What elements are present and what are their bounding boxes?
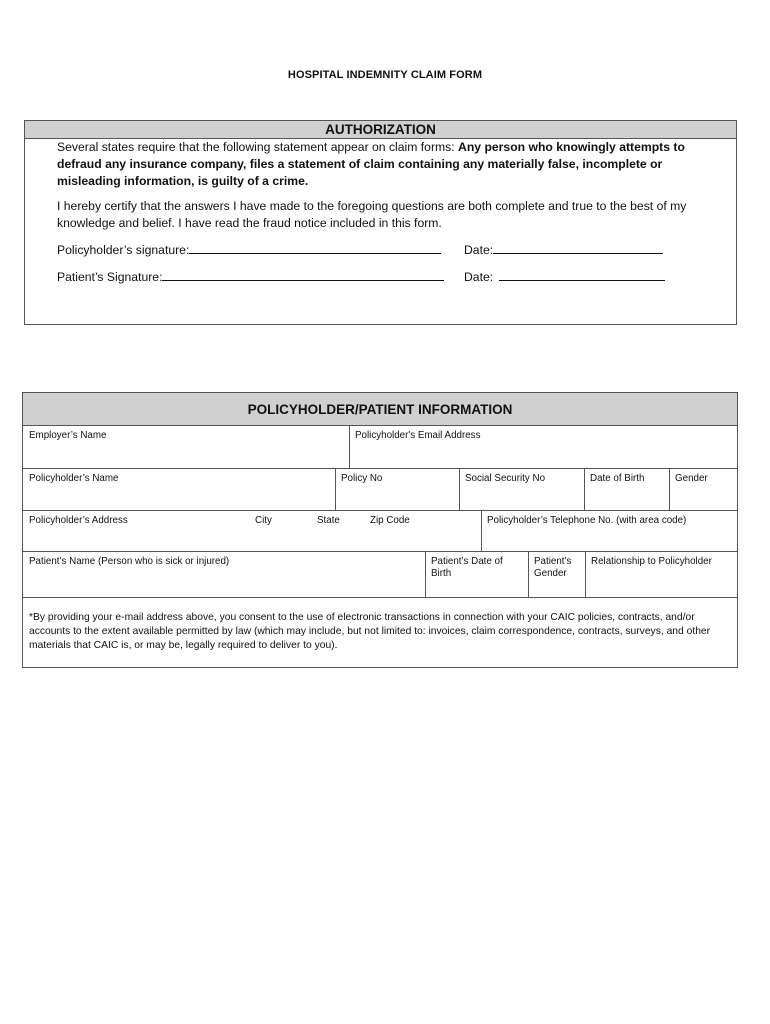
info-row-4 [23,552,737,598]
gender-label: Gender [675,473,708,484]
policy-number-field[interactable] [335,469,459,510]
patient-signature-row [57,268,444,284]
email-label: Policyholder's Email Address [355,430,481,441]
info-row-3 [23,511,737,552]
info-row-2 [23,469,737,511]
city-label: City [255,515,272,526]
email-consent-notice: *By providing your e-mail address above, you consent to the use of electronic transactions in connection with your CAIC policies, contracts, and/or accounts to the extent available permitted by law (which may include, but not limited to: invoices, claim correspondence, contracts, surveys, and other materials that CAIC is, or may be, legally required to deliver to you). [29,612,711,651]
gender-field[interactable] [669,469,737,510]
patient-name-label: Patient’s Name (Person who is sick or injured) [29,556,230,567]
telephone-label: Policyholder’s Telephone No. (with area code) [487,515,687,526]
authorization-section [24,120,737,325]
policyholder-name-field[interactable] [23,469,335,510]
policyholder-date-row [464,241,663,257]
address-field[interactable] [23,511,481,551]
patient-signature-label: Patient’s Signature: [57,270,163,284]
policy-number-label: Policy No [341,473,383,484]
patient-date-row [464,268,665,284]
authorization-header: AUTHORIZATION [25,121,736,139]
state-label: State [317,515,340,526]
fraud-statement-warning: Any person who knowingly attempts to defraud any insurance company, files a statement of claim containing any materially false, incomplete or misleading information, is guilty of a crime. [57,140,685,188]
zip-code-label: Zip Code [370,515,410,526]
address-label: Policyholder’s Address [29,515,128,526]
patient-date-field[interactable] [499,268,665,281]
certification-text: I hereby certify that the answers I have made to the foregoing questions are both complete and true to the best of my knowledge and belief. I have read the fraud notice included in this form. [57,199,687,230]
patient-gender-field[interactable] [528,552,585,597]
policyholder-patient-section [22,392,738,668]
date-of-birth-label: Date of Birth [590,473,645,484]
fraud-statement [57,139,717,190]
ssn-field[interactable] [459,469,584,510]
patient-gender-label: Patient’s Gender [534,556,572,579]
relationship-label: Relationship to Policyholder [591,556,712,567]
patient-date-label: Date: [464,270,494,284]
policyholder-date-label: Date: [464,243,494,257]
patient-signature-field[interactable] [162,268,444,281]
policyholder-name-label: Policyholder’s Name [29,473,119,484]
employer-name-field[interactable] [23,426,349,468]
policyholder-signature-field[interactable] [189,241,441,254]
relationship-field[interactable] [585,552,737,597]
employer-name-label: Employer’s Name [29,430,107,441]
telephone-field[interactable] [481,511,737,551]
info-row-1 [23,426,737,469]
date-of-birth-field[interactable] [584,469,669,510]
policyholder-patient-header: POLICYHOLDER/PATIENT INFORMATION [23,393,737,426]
policyholder-date-field[interactable] [493,241,663,254]
ssn-label: Social Security No [465,473,546,484]
patient-dob-label: Patient’s Date of Birth [431,556,503,579]
fraud-statement-intro: Several states require that the following statement appear on claim forms: [57,140,459,154]
policyholder-signature-label: Policyholder’s signature: [57,243,190,257]
form-title: HOSPITAL INDEMNITY CLAIM FORM [287,69,483,81]
email-field[interactable] [349,426,737,468]
policyholder-signature-row [57,241,441,257]
patient-name-field[interactable] [23,552,425,597]
patient-dob-field[interactable] [425,552,528,597]
